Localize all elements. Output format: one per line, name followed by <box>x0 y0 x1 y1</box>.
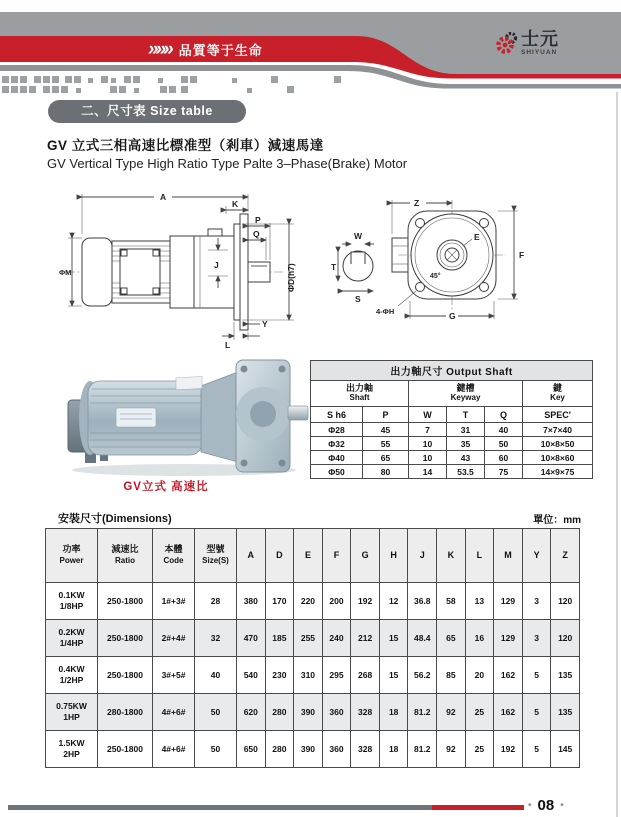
col-header: Q <box>485 407 523 423</box>
table-cell: 295 <box>322 657 351 694</box>
table-cell: 220 <box>294 583 323 620</box>
table-cell: 40 <box>485 423 523 437</box>
dim-label-J: J <box>214 260 219 270</box>
col-header: K <box>437 529 466 583</box>
dim-label-E: E <box>474 232 480 242</box>
table-cell: 92 <box>437 731 466 768</box>
table-row <box>46 583 580 620</box>
table-cell: 135 <box>551 694 580 731</box>
table-cell: 81.2 <box>408 731 437 768</box>
table-row <box>46 620 580 657</box>
col-header: A <box>237 529 266 583</box>
table-cell: Φ28 <box>311 423 363 437</box>
dot-icon: • <box>560 800 564 811</box>
footer-gray-rule <box>8 805 432 810</box>
table-cell: 10×8×50 <box>523 437 593 451</box>
slogan-text: 品質等于生命 <box>178 43 263 58</box>
dim-label-Y: Y <box>262 319 268 329</box>
dimensions-header-row <box>46 529 580 583</box>
photo-caption: GV立式 高速比 <box>123 481 209 493</box>
table-cell: 14 <box>409 465 447 479</box>
table-cell: 50 <box>485 437 523 451</box>
group-header-shaft: 出力軸 Shaft <box>311 381 409 407</box>
table-cell: 650 <box>237 731 266 768</box>
logo-name: 士元 <box>521 29 559 49</box>
table-row <box>311 451 593 465</box>
output-shaft-table <box>310 360 593 479</box>
table-cell: 255 <box>294 620 323 657</box>
dim-label-W: W <box>354 231 363 241</box>
table-cell: 390 <box>294 731 323 768</box>
table-cell: 212 <box>351 620 380 657</box>
dim-label-F: F <box>519 250 525 260</box>
table-row <box>311 437 593 451</box>
logo-subtext: SHIYUAN <box>521 49 558 56</box>
table-row <box>311 423 593 437</box>
table-cell: 5 <box>522 657 551 694</box>
table-cell: 170 <box>265 583 294 620</box>
table-row <box>46 657 580 694</box>
dim-label-L: L <box>225 340 231 350</box>
table-cell: 60 <box>485 451 523 465</box>
power-cell: 0.75KW 1HP <box>46 694 98 731</box>
col-header: W <box>409 407 447 423</box>
table-cell: 200 <box>322 583 351 620</box>
table-cell: 28 <box>195 583 237 620</box>
table-cell: 65 <box>437 620 466 657</box>
table-cell: 53.5 <box>447 465 485 479</box>
power-cell: 0.2KW 1/4HP <box>46 620 98 657</box>
table-cell: 15 <box>379 657 408 694</box>
dim-label-S: S <box>355 294 361 304</box>
table-cell: 360 <box>322 694 351 731</box>
table-cell: 470 <box>237 620 266 657</box>
table-cell: 45 <box>363 423 409 437</box>
table-cell: 10 <box>409 437 447 451</box>
table-cell: 280 <box>265 694 294 731</box>
table-cell: 58 <box>437 583 466 620</box>
dim-label-4H: 4-ΦH <box>376 307 395 316</box>
power-cell: 0.4KW 1/2HP <box>46 657 98 694</box>
table-cell: 192 <box>494 731 523 768</box>
table-cell: 250-1800 <box>98 731 153 768</box>
table-cell: 280 <box>265 731 294 768</box>
col-header: D <box>265 529 294 583</box>
dimensions-table <box>45 528 580 768</box>
table-cell: 620 <box>237 694 266 731</box>
header-slogan <box>148 40 263 59</box>
table-cell: 162 <box>494 657 523 694</box>
table-cell: 16 <box>465 620 494 657</box>
dim-label-A: A <box>160 192 167 202</box>
col-header: L <box>465 529 494 583</box>
product-photo <box>58 354 310 478</box>
col-header-size: 型號 Size(S) <box>195 529 237 583</box>
table-cell: 1#+3# <box>153 583 195 620</box>
table-cell: 145 <box>551 731 580 768</box>
table-cell: 56.2 <box>408 657 437 694</box>
table-cell: 75 <box>485 465 523 479</box>
col-header: E <box>294 529 323 583</box>
page-number <box>528 797 598 814</box>
table-cell: 13 <box>465 583 494 620</box>
table-cell: 280-1800 <box>98 694 153 731</box>
table-cell: 85 <box>437 657 466 694</box>
table-cell: 120 <box>551 620 580 657</box>
col-header: Z <box>551 529 580 583</box>
page-number-value: 08 <box>537 797 555 814</box>
table-cell: 14×9×75 <box>523 465 593 479</box>
table-cell: 10×8×60 <box>523 451 593 465</box>
table-cell: 185 <box>265 620 294 657</box>
table-cell: 192 <box>351 583 380 620</box>
group-header-keyway: 鍵槽 Keyway <box>409 381 523 407</box>
col-header: H <box>379 529 408 583</box>
table-cell: 7×7×40 <box>523 423 593 437</box>
table-cell: 81.2 <box>408 694 437 731</box>
dot-icon: • <box>528 800 532 811</box>
table-cell: 380 <box>237 583 266 620</box>
table-cell: 65 <box>363 451 409 465</box>
col-header: SPEC' <box>523 407 593 423</box>
table-cell: Φ32 <box>311 437 363 451</box>
table-cell: 4#+6# <box>153 694 195 731</box>
table-cell: 18 <box>379 694 408 731</box>
col-header-ratio: 減速比 Ratio <box>98 529 153 583</box>
dim-label-K: K <box>232 199 239 209</box>
table-cell: Φ40 <box>311 451 363 465</box>
col-header: T <box>447 407 485 423</box>
table-cell: 268 <box>351 657 380 694</box>
table-cell: 3 <box>522 620 551 657</box>
dim-label-P: P <box>255 215 261 225</box>
table-cell: 25 <box>465 694 494 731</box>
output-shaft-body <box>311 423 593 479</box>
dim-label-D: ΦD(h7) <box>286 263 296 292</box>
table-cell: 390 <box>294 694 323 731</box>
table-cell: 35 <box>447 437 485 451</box>
dimensions-caption: 安裝尺寸(Dimensions) <box>58 513 172 525</box>
dim-label-Q: Q <box>253 229 260 239</box>
col-header: Y <box>522 529 551 583</box>
table-cell: 50 <box>195 731 237 768</box>
dim-label-M: ΦM <box>59 268 72 277</box>
chevrons-icon: »»» <box>148 38 171 60</box>
output-shaft-title: 出力軸尺寸 Output Shaft <box>311 361 593 381</box>
table-cell: 36.8 <box>408 583 437 620</box>
table-row <box>46 731 580 768</box>
table-cell: Φ50 <box>311 465 363 479</box>
brand-logo <box>495 30 559 58</box>
product-title-en: GV Vertical Type High Ratio Type Palte 3–Phase(Brake) Motor <box>47 156 408 171</box>
table-cell: 135 <box>551 657 580 694</box>
section-title-pill: 二、尺寸表 Size table <box>48 100 246 123</box>
decor-squares <box>2 76 341 93</box>
table-cell: 48.4 <box>408 620 437 657</box>
table-row <box>46 694 580 731</box>
table-cell: 55 <box>363 437 409 451</box>
col-header: M <box>494 529 523 583</box>
col-header: F <box>322 529 351 583</box>
table-cell: 162 <box>494 694 523 731</box>
table-cell: 25 <box>465 731 494 768</box>
table-cell: 129 <box>494 620 523 657</box>
table-cell: 92 <box>437 694 466 731</box>
table-cell: 80 <box>363 465 409 479</box>
side-view-drawing <box>58 186 330 350</box>
footer-red-rule <box>432 805 524 810</box>
table-cell: 7 <box>409 423 447 437</box>
table-cell: 3 <box>522 583 551 620</box>
table-cell: 15 <box>379 620 408 657</box>
group-header-key: 鍵 Key <box>523 381 593 407</box>
table-cell: 120 <box>551 583 580 620</box>
product-title-zh: GV 立式三相高速比標准型（剎車）減速馬達 <box>47 138 324 153</box>
table-cell: 250-1800 <box>98 620 153 657</box>
table-cell: 32 <box>195 620 237 657</box>
table-cell: 50 <box>195 694 237 731</box>
table-cell: 43 <box>447 451 485 465</box>
unit-label: 單位：mm <box>533 515 581 526</box>
table-cell: 250-1800 <box>98 657 153 694</box>
table-cell: 5 <box>522 731 551 768</box>
front-view-drawing <box>330 186 602 350</box>
table-cell: 310 <box>294 657 323 694</box>
table-cell: 2#+4# <box>153 620 195 657</box>
table-cell: 10 <box>409 451 447 465</box>
dim-label-T: T <box>331 262 337 272</box>
table-cell: 18 <box>379 731 408 768</box>
page-edge-line <box>616 92 618 817</box>
gear-logo-icon <box>495 30 519 58</box>
power-cell: 1.5KW 2HP <box>46 731 98 768</box>
table-cell: 250-1800 <box>98 583 153 620</box>
col-header: S h6 <box>311 407 363 423</box>
dim-label-G: G <box>449 311 456 321</box>
table-cell: 129 <box>494 583 523 620</box>
table-cell: 3#+5# <box>153 657 195 694</box>
col-header: P <box>363 407 409 423</box>
table-cell: 328 <box>351 694 380 731</box>
table-cell: 20 <box>465 657 494 694</box>
col-header: G <box>351 529 380 583</box>
col-header-power: 功率 Power <box>46 529 98 583</box>
table-cell: 12 <box>379 583 408 620</box>
table-cell: 230 <box>265 657 294 694</box>
table-cell: 31 <box>447 423 485 437</box>
table-cell: 4#+6# <box>153 731 195 768</box>
table-cell: 40 <box>195 657 237 694</box>
power-cell: 0.1KW 1/8HP <box>46 583 98 620</box>
dim-label-Z: Z <box>414 198 420 208</box>
dimensions-body <box>46 583 580 768</box>
table-cell: 5 <box>522 694 551 731</box>
note-45deg: 45° <box>430 273 441 280</box>
table-cell: 360 <box>322 731 351 768</box>
table-cell: 328 <box>351 731 380 768</box>
table-cell: 540 <box>237 657 266 694</box>
col-header: J <box>408 529 437 583</box>
table-row <box>311 465 593 479</box>
col-header-code: 本體 Code <box>153 529 195 583</box>
table-cell: 240 <box>322 620 351 657</box>
